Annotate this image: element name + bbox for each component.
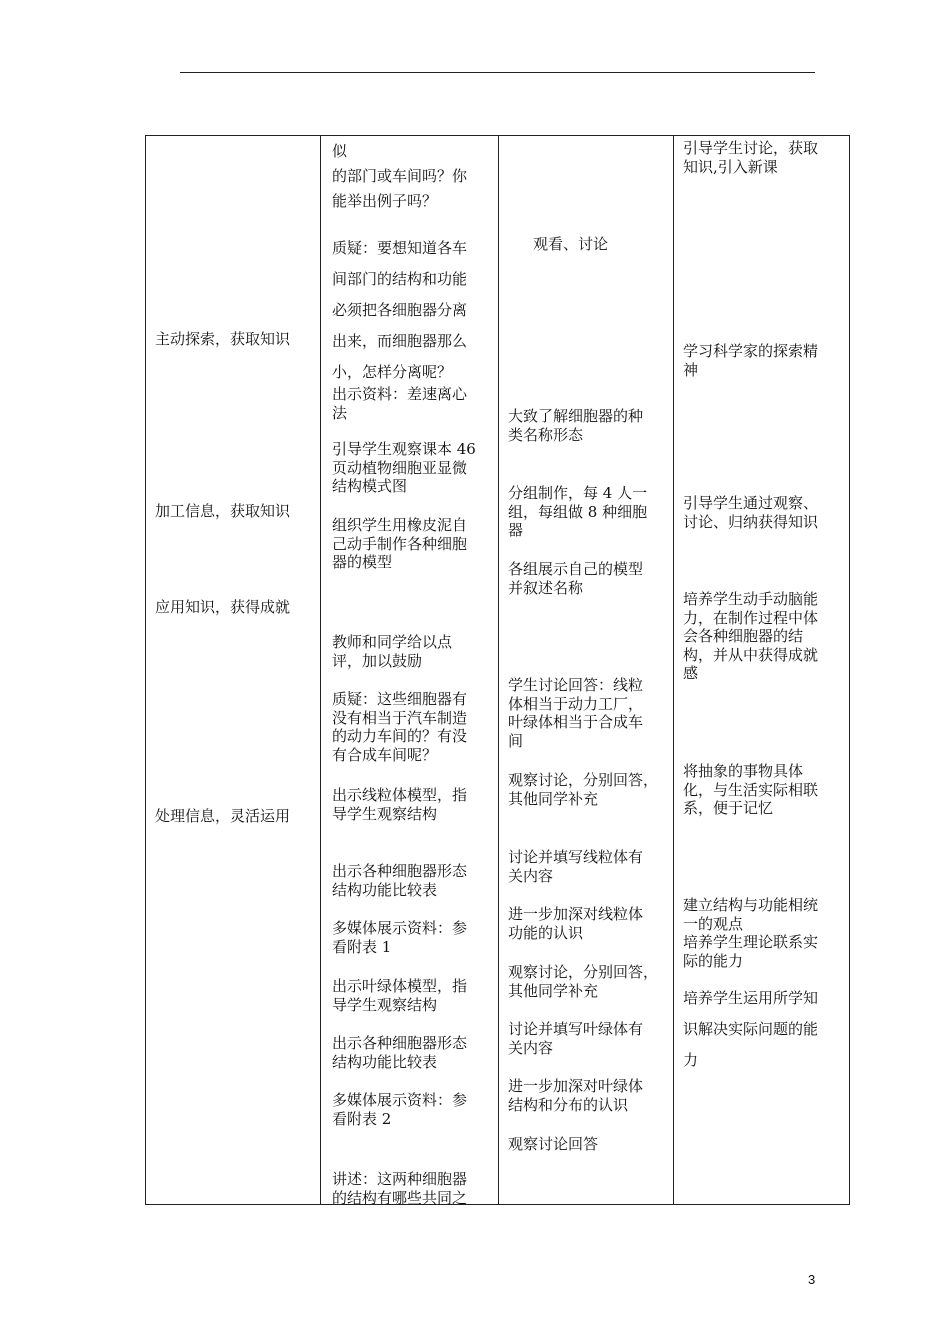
text-line: 导学生观察结构 xyxy=(332,804,438,823)
text-line: 观看、讨论 xyxy=(533,235,609,253)
text-line: 力 xyxy=(683,1051,699,1069)
text-line: 并叙述名称 xyxy=(508,578,584,597)
column-divider-1 xyxy=(320,135,321,1205)
text-line: 评，加以鼓励 xyxy=(332,651,423,670)
text-line: 出示各种细胞器形态 xyxy=(332,1034,468,1052)
text-line: 法 xyxy=(332,403,348,422)
text-line: 讲述：这两种细胞器 xyxy=(332,1170,468,1188)
text-line: 分组制作，每 4 人一 xyxy=(508,484,648,502)
text-line: 导学生观察结构 xyxy=(332,995,438,1014)
text-line: 引导学生讨论，获取 xyxy=(683,139,819,157)
text-line: 观察讨论回答 xyxy=(508,1135,599,1153)
column-divider-2 xyxy=(498,135,499,1205)
text-line: 的部门或车间吗？你 xyxy=(332,167,468,185)
text-line: 识解决实际问题的能 xyxy=(683,1020,819,1038)
student-activity xyxy=(533,235,608,254)
teacher-activity xyxy=(332,233,467,388)
text-line: 各组展示自己的模型 xyxy=(508,560,644,578)
text-line: 神 xyxy=(683,360,699,379)
text-line: 进一步加深对线粒体 xyxy=(508,905,644,923)
text-line: 出示叶绿体模型，指 xyxy=(332,977,468,995)
text-line: 功能的认识 xyxy=(508,923,584,942)
page-number: 3 xyxy=(808,1272,816,1287)
text-line: 没有相当于汽车制造 xyxy=(332,708,468,727)
teacher-activity xyxy=(332,385,467,422)
teacher-activity xyxy=(332,440,476,496)
text-line: 构，并从中获得成就 xyxy=(683,645,819,664)
text-line: 质疑：这些细胞器有 xyxy=(332,690,468,708)
text-line: 将抽象的事物具体 xyxy=(683,762,804,780)
text-line: 组，每组做 8 种细胞 xyxy=(508,502,648,521)
design-intent xyxy=(683,494,818,531)
header-rule xyxy=(180,72,815,73)
text-line: 页动植物细胞亚显微 xyxy=(332,458,468,477)
text-line: 小，怎样分离呢？ xyxy=(332,363,453,381)
text-line: 关内容 xyxy=(508,1038,554,1057)
text-line: 多媒体展示资料：参 xyxy=(332,919,468,937)
student-activity xyxy=(508,407,643,444)
teacher-activity xyxy=(332,1170,467,1207)
student-activity xyxy=(508,963,658,1000)
student-activity xyxy=(508,771,658,808)
text-line: 系，便于记忆 xyxy=(683,799,774,817)
text-line: 器的模型 xyxy=(332,553,393,571)
text-line: 讨论并填写线粒体有 xyxy=(508,848,644,866)
text-line: 出示资料：差速离心 xyxy=(332,385,468,403)
text-line: 大致了解细胞器的种 xyxy=(508,407,644,425)
text-line: 间部门的结构和功能 xyxy=(332,270,468,288)
text-line: 感 xyxy=(683,664,699,682)
student-activity xyxy=(508,1077,643,1114)
text-line: 观察讨论，分别回答， xyxy=(508,963,659,981)
text-line: 己动手制作各种细胞 xyxy=(332,534,468,553)
student-activity xyxy=(508,905,643,942)
text-line: 会各种细胞器的结 xyxy=(683,627,804,645)
column-divider-3 xyxy=(673,135,674,1205)
design-intent xyxy=(683,342,818,379)
teacher-activity xyxy=(332,139,467,214)
teacher-activity xyxy=(332,919,467,956)
teacher-activity xyxy=(332,516,467,572)
text-line: 能举出例子吗？ xyxy=(332,192,438,210)
text-line: 出示各种细胞器形态 xyxy=(332,862,468,880)
text-line: 结构功能比较表 xyxy=(332,1052,438,1071)
design-intent xyxy=(683,896,818,970)
text-line: 出示线粒体模型，指 xyxy=(332,786,468,804)
student-activity xyxy=(508,484,647,540)
text-line: 引导学生观察课本 46 xyxy=(332,440,476,458)
text-line: 进一步加深对叶绿体 xyxy=(508,1077,644,1095)
student-activity xyxy=(508,560,643,597)
text-line: 学习科学家的探索精 xyxy=(683,342,819,360)
text-line: 化，与生活实际相联 xyxy=(683,780,819,799)
text-line: 器 xyxy=(508,521,524,539)
text-line: 结构和分布的认识 xyxy=(508,1095,629,1114)
text-line: 建立结构与功能相统 xyxy=(683,896,819,914)
teacher-activity xyxy=(332,862,467,899)
text-line: 体相当于动力工厂， xyxy=(508,694,644,713)
text-line: 多媒体展示资料：参 xyxy=(332,1091,468,1109)
text-line: 知识,引入新课 xyxy=(683,157,778,176)
text-line: 一的观点 xyxy=(683,914,744,933)
text-line: 关内容 xyxy=(508,866,554,885)
text-line: 培养学生运用所学知 xyxy=(683,989,819,1007)
text-line: 类名称形态 xyxy=(508,425,584,444)
stage-label: 主动探索，获取知识 xyxy=(155,330,291,348)
student-activity xyxy=(508,676,643,750)
text-line: 教师和同学给以点 xyxy=(332,633,453,651)
text-line: 有合成车间呢？ xyxy=(332,745,438,764)
teacher-activity xyxy=(332,786,467,823)
text-line: 引导学生通过观察、 xyxy=(683,494,819,512)
student-activity xyxy=(508,1020,643,1057)
text-line: 看附表 2 xyxy=(332,1109,392,1128)
design-intent xyxy=(683,590,818,683)
text-line: 结构模式图 xyxy=(332,477,408,495)
text-line: 学生讨论回答：线粒 xyxy=(508,676,644,694)
text-line: 必须把各细胞器分离 xyxy=(332,301,468,319)
text-line: 其他同学补充 xyxy=(508,981,599,1000)
teacher-activity xyxy=(332,690,467,764)
teacher-activity xyxy=(332,977,467,1014)
text-line: 的动力车间的？有没 xyxy=(332,727,468,745)
design-intent xyxy=(683,762,818,818)
text-line: 似 xyxy=(332,142,348,160)
text-line: 讨论、归纳获得知识 xyxy=(683,512,819,531)
text-line: 讨论并填写叶绿体有 xyxy=(508,1020,644,1038)
text-line: 结构功能比较表 xyxy=(332,880,438,899)
stage-label: 处理信息，灵活运用 xyxy=(155,807,291,825)
teacher-activity xyxy=(332,1091,467,1128)
design-intent xyxy=(683,139,818,176)
text-line: 力，在制作过程中体 xyxy=(683,608,819,627)
stage-label: 加工信息，获取知识 xyxy=(155,502,291,520)
stage-label: 应用知识，获得成就 xyxy=(155,598,291,616)
text-line: 看附表 1 xyxy=(332,937,392,956)
text-line: 培养学生动手动脑能 xyxy=(683,590,819,608)
student-activity xyxy=(508,848,643,885)
text-line: 组织学生用橡皮泥自 xyxy=(332,516,468,534)
text-line: 观察讨论，分别回答， xyxy=(508,771,659,789)
teacher-activity xyxy=(332,633,452,670)
text-line: 质疑：要想知道各车 xyxy=(332,239,468,257)
student-activity xyxy=(508,1135,598,1154)
text-line: 叶绿体相当于合成车 xyxy=(508,713,644,731)
teacher-activity xyxy=(332,1034,467,1071)
text-line: 其他同学补充 xyxy=(508,789,599,808)
text-line: 间 xyxy=(508,731,524,750)
text-line: 培养学生理论联系实 xyxy=(683,933,819,951)
text-line: 出来，而细胞器那么 xyxy=(332,332,468,350)
text-line: 的结构有哪些共同之 xyxy=(332,1188,468,1207)
text-line: 际的能力 xyxy=(683,951,744,970)
design-intent xyxy=(683,983,818,1076)
